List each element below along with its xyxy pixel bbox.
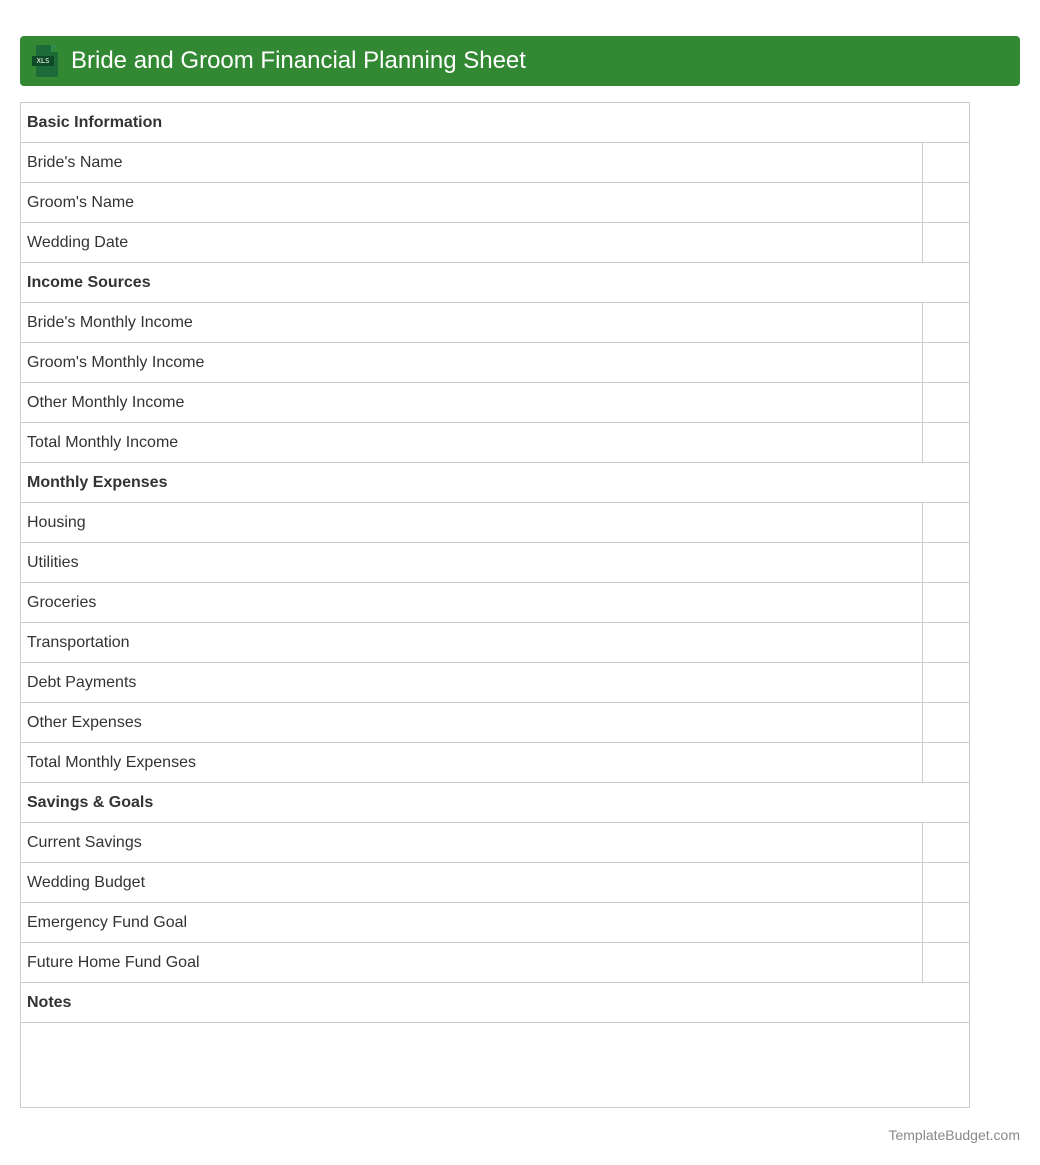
row-label: Bride's Name	[21, 143, 923, 183]
section-title: Basic Information	[21, 103, 970, 143]
row-label: Housing	[21, 503, 923, 543]
table-row	[21, 183, 970, 223]
row-label: Future Home Fund Goal	[21, 943, 923, 983]
table-row	[21, 823, 970, 863]
value-cell[interactable]	[923, 823, 970, 863]
section-header-row	[21, 783, 970, 823]
table-row	[21, 863, 970, 903]
row-label: Wedding Budget	[21, 863, 923, 903]
page-header	[20, 36, 1020, 86]
value-cell[interactable]	[923, 383, 970, 423]
row-label: Transportation	[21, 623, 923, 663]
row-label: Utilities	[21, 543, 923, 583]
table-row	[21, 743, 970, 783]
value-cell[interactable]	[923, 943, 970, 983]
xls-file-icon: XLS	[32, 45, 58, 77]
value-cell[interactable]	[923, 543, 970, 583]
planning-table	[20, 102, 970, 1108]
notes-title: Notes	[21, 983, 970, 1023]
row-label: Groceries	[21, 583, 923, 623]
row-label: Debt Payments	[21, 663, 923, 703]
value-cell[interactable]	[923, 343, 970, 383]
page-title: Bride and Groom Financial Planning Sheet	[71, 47, 526, 74]
table-row	[21, 583, 970, 623]
row-label: Other Expenses	[21, 703, 923, 743]
table-row	[21, 303, 970, 343]
table-row	[21, 503, 970, 543]
section-title: Income Sources	[21, 263, 970, 303]
notes-area[interactable]	[21, 1023, 970, 1108]
row-label: Total Monthly Expenses	[21, 743, 923, 783]
row-label: Wedding Date	[21, 223, 923, 263]
table-row	[21, 943, 970, 983]
section-header-row	[21, 263, 970, 303]
table-row	[21, 903, 970, 943]
row-label: Groom's Name	[21, 183, 923, 223]
table-row	[21, 623, 970, 663]
value-cell[interactable]	[923, 583, 970, 623]
value-cell[interactable]	[923, 503, 970, 543]
table-row	[21, 383, 970, 423]
row-label: Bride's Monthly Income	[21, 303, 923, 343]
value-cell[interactable]	[923, 743, 970, 783]
table-row	[21, 663, 970, 703]
value-cell[interactable]	[923, 303, 970, 343]
row-label: Other Monthly Income	[21, 383, 923, 423]
table-row	[21, 343, 970, 383]
value-cell[interactable]	[923, 423, 970, 463]
footer-brand: TemplateBudget.com	[888, 1127, 1020, 1143]
table-row	[21, 543, 970, 583]
table-row	[21, 423, 970, 463]
value-cell[interactable]	[923, 663, 970, 703]
section-header-row	[21, 463, 970, 503]
section-title: Savings & Goals	[21, 783, 970, 823]
section-title: Monthly Expenses	[21, 463, 970, 503]
section-header-row	[21, 983, 970, 1023]
value-cell[interactable]	[923, 143, 970, 183]
row-label: Total Monthly Income	[21, 423, 923, 463]
value-cell[interactable]	[923, 903, 970, 943]
table-row	[21, 703, 970, 743]
row-label: Current Savings	[21, 823, 923, 863]
table-row	[21, 143, 970, 183]
row-label: Emergency Fund Goal	[21, 903, 923, 943]
section-header-row	[21, 103, 970, 143]
table-row	[21, 223, 970, 263]
value-cell[interactable]	[923, 623, 970, 663]
value-cell[interactable]	[923, 183, 970, 223]
value-cell[interactable]	[923, 863, 970, 903]
value-cell[interactable]	[923, 223, 970, 263]
value-cell[interactable]	[923, 703, 970, 743]
row-label: Groom's Monthly Income	[21, 343, 923, 383]
